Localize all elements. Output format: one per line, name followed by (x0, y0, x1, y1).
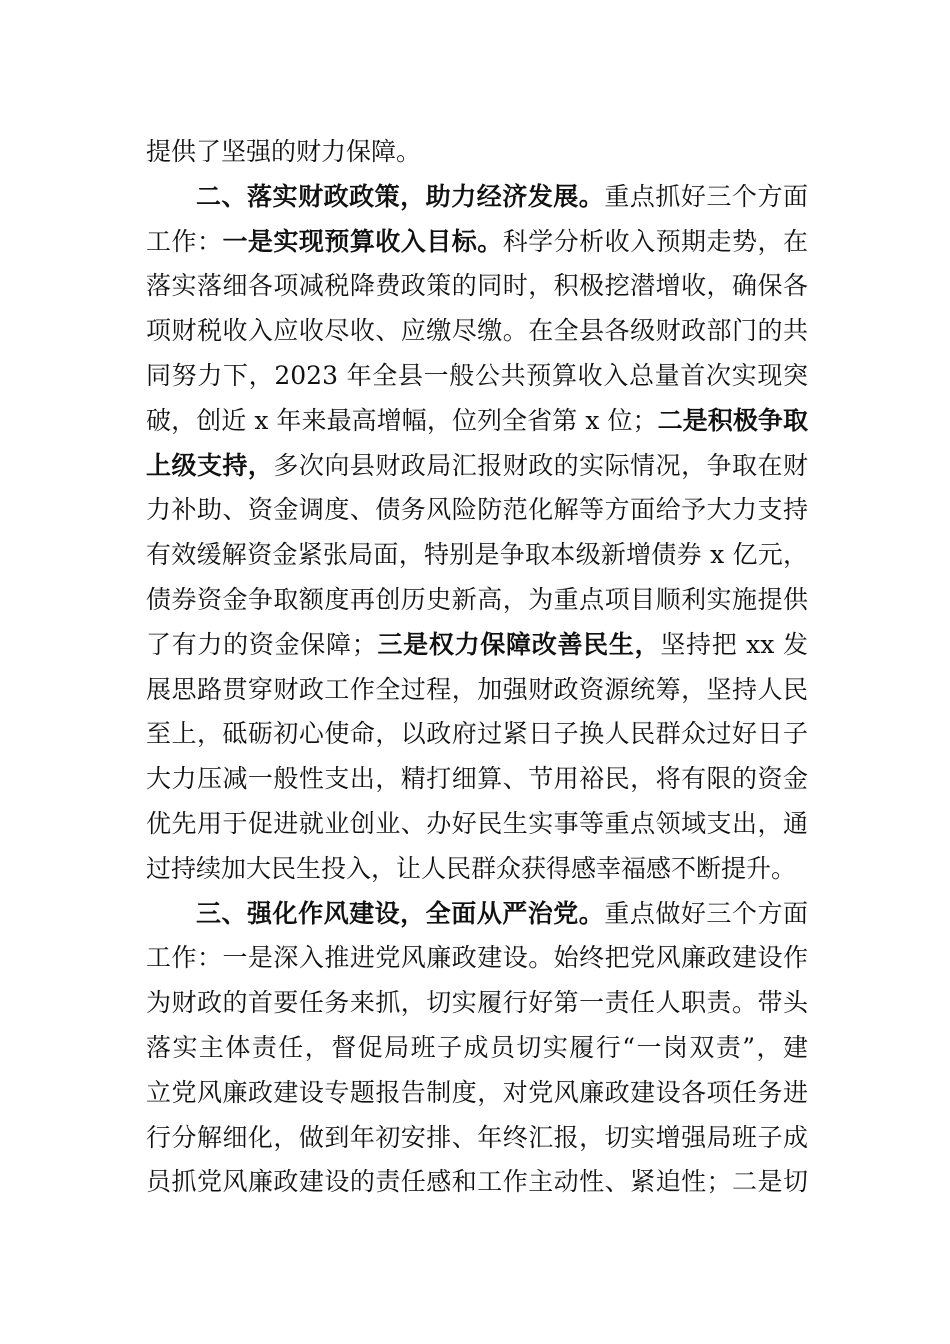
text-line: 展思路贯穿财政工作全过程，加强财政资源统筹，坚持人民 (146, 674, 808, 704)
text-line: 过持续加大民生投入，让人民群众获得感幸福感不断提升。 (146, 853, 797, 883)
text-line: 行分解细化，做到年初安排、年终汇报，切实增强局班子成 (146, 1122, 808, 1152)
text-line: 提供了坚强的财力保障。 (146, 137, 422, 166)
text-run: 重点做好三个方面 (604, 898, 808, 928)
text-line: 至上，砥砺初心使命，以政府过紧日子换人民群众过好日子 (146, 719, 808, 749)
text-line: 大力压减一般性支出，精打细算、节用裕民，将有限的资金 (146, 764, 808, 794)
subheading-3: 三是权力保障改善民生， (376, 629, 661, 659)
section-heading-3: 三、强化作风建设，全面从严治党。 (196, 898, 605, 928)
text-line: 为财政的首要任务来抓，切实履行好第一责任人职责。带头 (146, 988, 808, 1018)
text-line: 项财税收入应收尽收、应缴尽缴。在全县各级财政部门的共 (146, 316, 808, 346)
text-line: 同努力下，2023 年全县一般公共预算收入总量首次实现突 (146, 360, 808, 390)
subheading-2-cont: 上级支持， (146, 450, 274, 480)
text-line: 立党风廉政建设专题报告制度，对党风廉政建设各项任务进 (146, 1077, 808, 1107)
text-line: 落实落细各项减税降费政策的同时，积极挖潜增收，确保各 (146, 271, 808, 301)
text-line (146, 892, 808, 937)
text-run: 破，创近 x 年来最高增幅，位列全省第 x 位； (146, 405, 658, 435)
text-run: 科学分析收入预期走势，在 (502, 226, 808, 256)
paragraph-3 (146, 892, 808, 1206)
text-line: 力补助、资金调度、债务风险防范化解等方面给予大力支持 (146, 495, 808, 525)
text-line: 工作：一是深入推进党风廉政建设。始终把党风廉政建设作 (146, 943, 808, 973)
section-heading-2: 二、落实财政政策，助力经济发展。 (196, 181, 605, 211)
text-line: 优先用于促进就业创业、办好民生实事等重点领域支出，通 (146, 808, 808, 838)
text-line: 落实主体责任，督促局班子成员切实履行“一岗双责”，建 (146, 1032, 808, 1062)
text-run: 工作： (146, 226, 223, 256)
text-run: 多次向县财政局汇报财政的实际情况，争取在财 (273, 450, 808, 480)
text-line (146, 399, 808, 444)
text-run: 坚持把 xx 发 (660, 629, 808, 659)
text-line: 债券资金争取额度再创历史新高，为重点项目顺利实施提供 (146, 584, 808, 614)
paragraph-2 (146, 175, 808, 892)
text-line (146, 220, 808, 265)
text-run: 重点抓好三个方面 (604, 181, 808, 211)
text-line: 有效缓解资金紧张局面，特别是争取本级新增债券 x 亿元， (146, 540, 808, 570)
document-body (146, 130, 808, 1205)
text-line: 员抓党风廉政建设的责任感和工作主动性、紧迫性；二是切 (146, 1167, 808, 1197)
text-run: 了有力的资金保障； (146, 629, 377, 659)
subheading-2: 二是积极争取 (657, 405, 808, 435)
subheading-1: 一是实现预算收入目标。 (222, 226, 503, 256)
text-line (146, 444, 808, 489)
text-line (146, 623, 808, 668)
paragraph-1 (146, 130, 808, 175)
text-line (146, 175, 808, 220)
